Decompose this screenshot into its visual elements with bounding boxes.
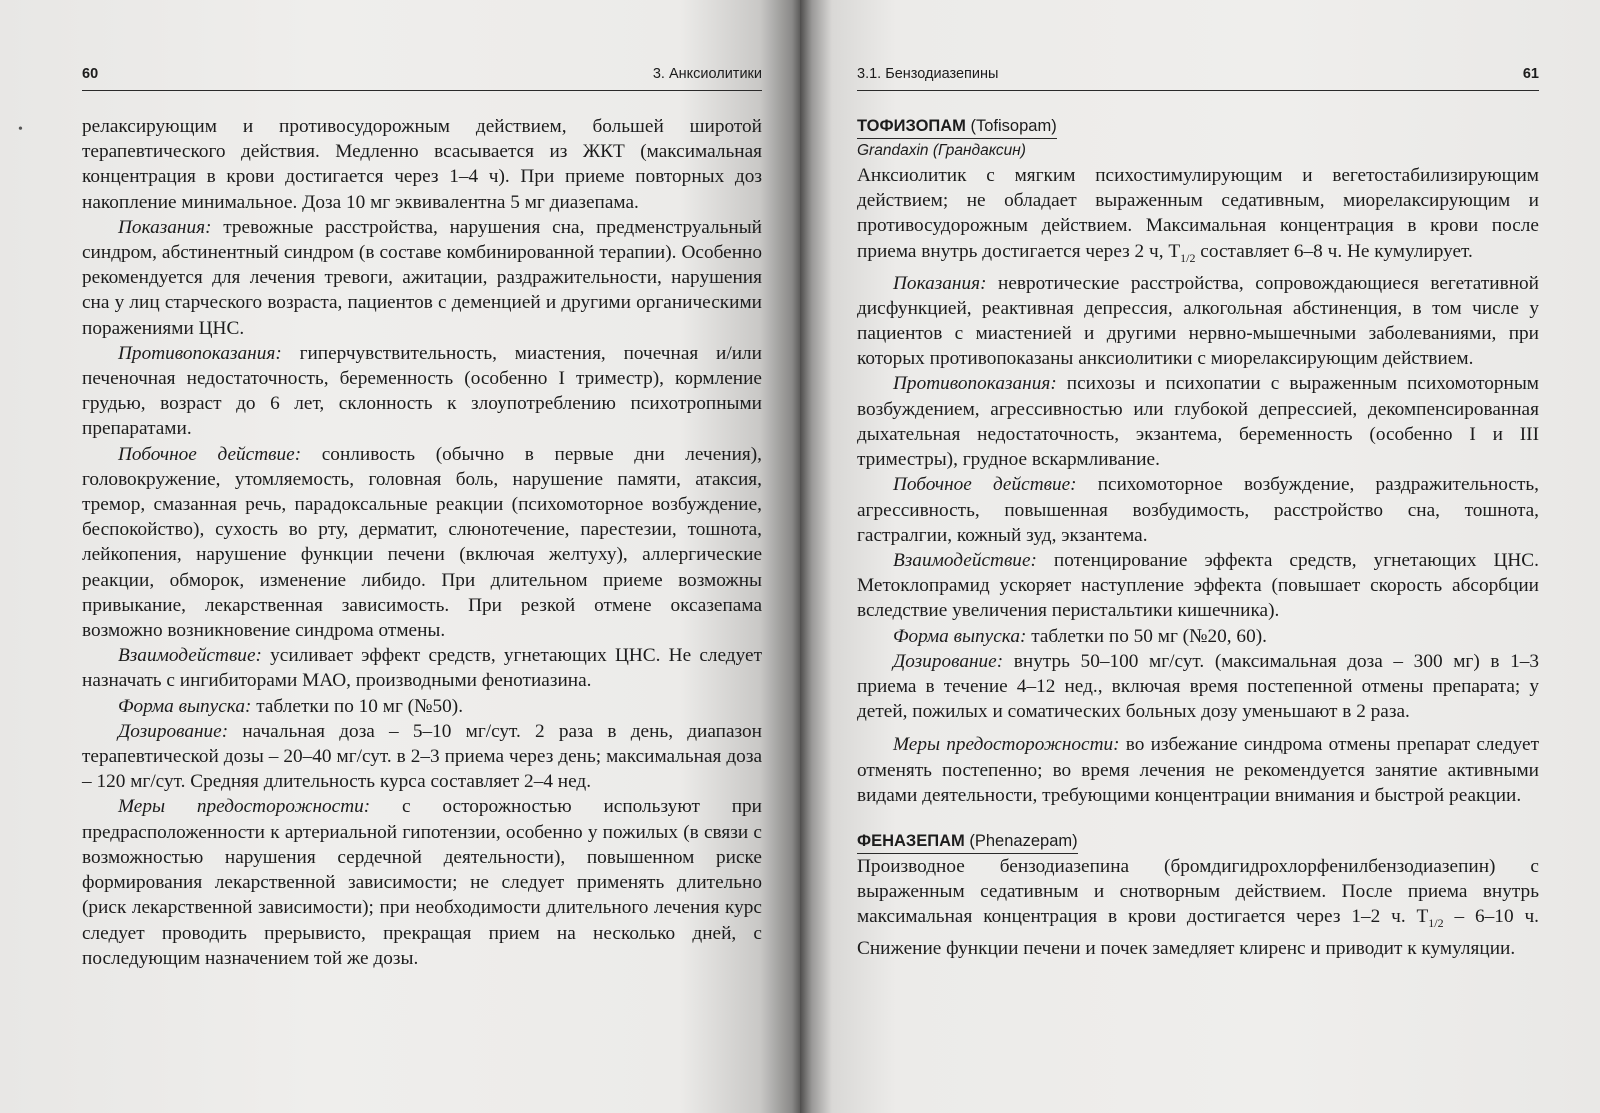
drug-heading-phenazepam — [857, 830, 1078, 854]
section-label: Взаимодействие: — [893, 549, 1037, 571]
section-label: Побочное действие: — [118, 443, 302, 465]
paragraph-side-effects — [82, 442, 762, 644]
section-text: тревожные расстройства, нарушения сна, предменструальный синдром, абстинентный синдром (в составе комбинированной терапии). Особенно рекомендуется для лечения тревоги, ажитации, раздражительности, нарушения сна у лиц старческого возраста, пациентов с деменцией и другими органическими поражениями ЦНС. — [82, 216, 762, 339]
paragraph-dosage — [82, 719, 762, 795]
running-head: 3. Анксиолитики — [652, 66, 762, 82]
paragraph-indications — [857, 271, 1539, 372]
paragraph-release-form — [857, 624, 1539, 649]
section-label: Меры предосторожности: — [893, 734, 1120, 756]
drug-name: ФЕНАЗЕПАМ — [857, 831, 965, 850]
section-text: психомоторное возбуждение, раздражительность, агрессивность, повышенная возбудимость, расстройство сна, тошнота, гастралгии, кожный зуд, экзантема. — [857, 474, 1539, 546]
right-page-header — [857, 64, 1539, 91]
section-label: Дозирование: — [118, 720, 229, 742]
drug-latin-name: (Tofisopam) — [965, 117, 1057, 135]
section-label: Взаимодействие: — [118, 645, 262, 667]
description-text: Анксиолитик с мягким психостимулирующим и вегетостабилизирующим действием; не обладает выраженным седативным, миорелаксирующим и противосудорожным действием. Максимальная концентрация в крови после приема внутрь достигается через 2 ч, T — [857, 165, 1539, 262]
section-label: Форма выпуска: — [893, 625, 1027, 647]
left-page-body — [82, 114, 762, 971]
half-life-subscript: 1/2 — [1428, 916, 1444, 931]
drug-latin-name: (Phenazepam) — [964, 831, 1078, 850]
paragraph-indications — [82, 215, 762, 341]
section-label: Противопоказания: — [893, 373, 1057, 395]
section-text: начальная доза – 5–10 мг/сут. 2 раза в день, диапазон терапевтической дозы – 20–40 мг/сут. в 2–3 приема через день; максимальная доза – 120 мг/сут. Средняя длительность курса составляет 2–4 нед. — [82, 720, 762, 793]
section-text: с осторожностью используют при предрасположенности к артериальной гипотензии, особенно у пожилых (в связи с возможностью нарушения сердечной деятельности), повышенном риске формирования лекарственной зависимости; не следует применять длительно (риск лекарственной зависимости); при необходимости длительного лечения курс следует проводить прерывисто, прекращая прием на несколько дней, с последующим назначением той же дозы. — [82, 796, 762, 969]
section-text: невротические расстройства, сопровождающиеся вегетативной дисфункцией, реактивная депрессия, алкогольная абстиненция, в том числе у пациентов с миастенией и другими нервно-мышечными заболеваниями, при которых противопоказаны анксиолитики с миорелаксирующим действием. — [857, 272, 1539, 370]
paragraph-contraindications — [857, 371, 1539, 472]
section-text: усиливает эффект средств, угнетающих ЦНС. Не следует назначать с ингибиторами МАО, производными фенотиазина. — [82, 645, 762, 692]
paragraph-interaction — [857, 548, 1539, 624]
paragraph-dosage — [857, 649, 1539, 725]
paragraph-release-form — [82, 694, 762, 719]
page-number: 61 — [1522, 66, 1539, 82]
section-label: Форма выпуска: — [118, 695, 252, 717]
section-text: во избежание синдрома отмены препарат следует отменять постепенно; во время лечения не рекомендуется занятие активными видами деятельности, требующими концентрации внимания и быстрой реакции. — [857, 734, 1539, 806]
drug-name: ТОФИЗОПАМ — [857, 117, 966, 135]
left-page-header — [82, 64, 762, 91]
description-text: составляет 6–8 ч. Не кумулирует. — [1195, 240, 1473, 262]
running-head: 3.1. Бензодиазепины — [857, 66, 999, 82]
section-text: потенцирование эффекта средств, угнетающих ЦНС. Метоклопрамид ускоряет наступление эффекта (повышает скорость абсорбции вследствие увеличения перистальтики кишечника). — [857, 549, 1539, 622]
section-text: таблетки по 10 мг (№50). — [251, 695, 464, 717]
section-text: внутрь 50–100 мг/сут. (максимальная доза – 300 мг) в 1–3 приема в течение 4–12 нед., включая время постепенной отмены препарата; у детей, пожилых и соматических больных дозу уменьшают в 2 раза. — [857, 650, 1539, 723]
drug-description — [857, 163, 1539, 271]
section-text: сонливость (обычно в первые дни лечения), головокружение, утомляемость, головная боль, нарушение памяти, атаксия, тремор, смазанная речь, парадоксальные реакции (психомоторное возбуждение, беспокойство), сухость во рту, дерматит, слюнотечение, парестезии, тошнота, лейкопения, нарушение функции печени (включая желтуху), аллергические реакции, обморок, изменение либидо. При длительном приеме возможны привыкание, лекарственная зависимость. При резкой отмене оксазепама возможно возникновение синдрома отмены. — [82, 443, 762, 642]
drug-description — [857, 854, 1539, 962]
margin-mark: • — [18, 122, 23, 137]
page-number: 60 — [82, 66, 99, 82]
paragraph-contraindications — [82, 341, 762, 442]
section-text: психозы и психопатии с выраженным психомоторным возбуждением, агрессивностью или глубокой депрессией, декомпенсированная дыхательная недостаточность, экзантема, беременность (особенно I и III триместры), грудное вскармливание. — [857, 373, 1539, 471]
section-label: Побочное действие: — [893, 474, 1077, 496]
drug-heading-tofisopam — [857, 115, 1057, 139]
section-label: Противопоказания: — [118, 342, 282, 364]
paragraph-precautions — [857, 732, 1539, 808]
section-label: Меры предосторожности: — [118, 796, 371, 818]
paragraph-intro: релаксирующим и противосудорожным действием, большей широтой терапевтического действия. Медленно всасывается из ЖКТ (максимальная концентрация в крови достигается через 1–4 ч). При приеме повторных доз накопление минимальное. Доза 10 мг эквивалентна 5 мг диазепама. — [82, 116, 762, 213]
description-text: Производное бензодиазепина (бромдигидрохлорфенилбензодиазепин) с выраженным седативным и снотворным действием. После приема внутрь максимальная концентрация в крови достигается через 1–2 ч. T — [857, 855, 1539, 928]
section-text: таблетки по 50 мг (№20, 60). — [1026, 625, 1267, 647]
half-life-subscript: 1/2 — [1180, 250, 1196, 265]
trade-name: Grandaxin (Грандаксин) — [857, 142, 1026, 159]
right-page — [800, 0, 1600, 1113]
section-label: Показания: — [118, 216, 212, 238]
section-text: гиперчувствительность, миастения, почечная и/или печеночная недостаточность, беременность (особенно I триместр), кормление грудью, возраст до 6 лет, склонность к злоупотреблению психотропными препаратами. — [82, 342, 762, 440]
right-page-body — [857, 113, 1539, 962]
paragraph-precautions — [82, 794, 762, 970]
section-label: Показания: — [893, 272, 987, 294]
description-text: – 6–10 ч. Снижение функции печени и почек замедляет клиренс и приводит к кумуляции. — [857, 906, 1539, 960]
section-label: Дозирование: — [893, 650, 1004, 672]
paragraph-interaction — [82, 643, 762, 693]
paragraph-side-effects — [857, 472, 1539, 548]
